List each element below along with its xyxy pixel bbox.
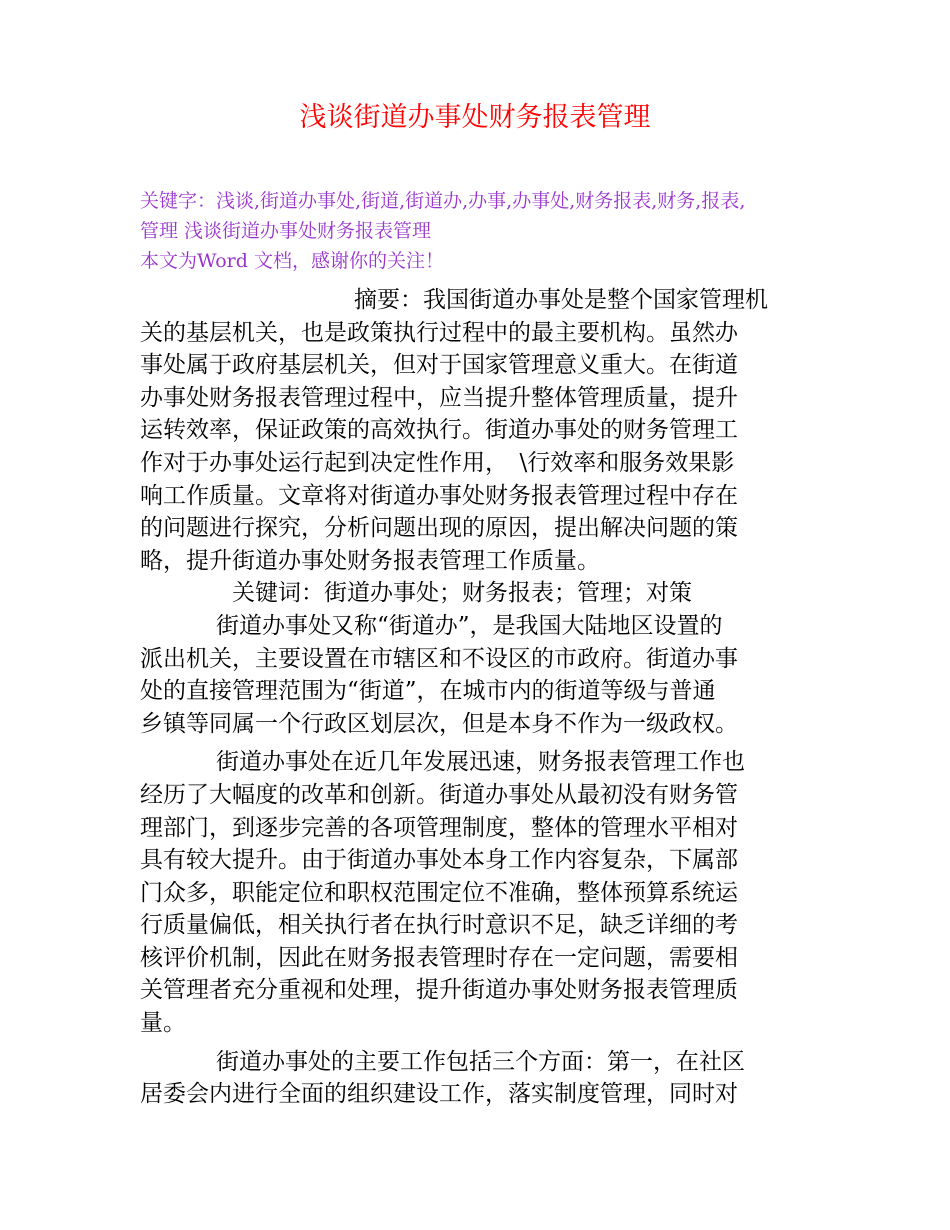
keywords-line bbox=[140, 577, 810, 610]
abstract-line: 摘要：我国街道办事处是整个国家管理机 bbox=[354, 287, 768, 313]
paragraph-line: 关管理者充分重视和处理，提升街道办事处财务报表管理质 bbox=[140, 977, 738, 1004]
paragraph-line: 乡镇等同属一个行政区划层次，但是本身不作为一级政权。 bbox=[140, 710, 738, 737]
paragraph-line: 理部门，到逐步完善的各项管理制度，整体的管理水平相对 bbox=[140, 814, 738, 841]
abstract-line: 作对于办事处运行起到决定性作用， \行效率和服务效果影 bbox=[140, 449, 735, 476]
abstract-line: 响工作质量。文章将对街道办事处财务报表管理过程中存在 bbox=[140, 482, 738, 509]
keywords-meta-line-1: 关键字：浅谈,街道办事处,街道,街道办,办事,办事处,财务报表,财务,报表, bbox=[140, 190, 746, 212]
abstract-line: 办事处财务报表管理过程中，应当提升整体管理质量，提升 bbox=[140, 384, 738, 411]
body-paragraph-1 bbox=[140, 610, 810, 740]
paragraph-line: 经历了大幅度的改革和创新。街道办事处从最初没有财务管 bbox=[140, 781, 738, 808]
abstract-line: 略，提升街道办事处财务报表管理工作质量。 bbox=[140, 547, 600, 574]
paragraph-line: 具有较大提升。由于街道办事处本身工作内容复杂，下属部 bbox=[140, 847, 738, 874]
document-body bbox=[140, 284, 810, 1117]
abstract-paragraph bbox=[140, 284, 810, 577]
paragraph-line: 处的直接管理范围为“街道”，在城市内的街道等级与普通 bbox=[140, 678, 716, 705]
paragraph-line: 街道办事处的主要工作包括三个方面：第一，在社区 bbox=[216, 1048, 745, 1075]
paragraph-line: 居委会内进行全面的组织建设工作，落实制度管理，同时对 bbox=[140, 1081, 738, 1108]
paragraph-line: 街道办事处在近几年发展迅速，财务报表管理工作也 bbox=[216, 749, 745, 776]
keywords-meta-line-2: 管理 浅谈街道办事处财务报表管理 bbox=[140, 220, 432, 242]
document-meta bbox=[140, 186, 830, 276]
paragraph-line: 行质量偏低，相关执行者在执行时意识不足，缺乏详细的考 bbox=[140, 912, 738, 939]
abstract-line: 的问题进行探究，分析问题出现的原因，提出解决问题的策 bbox=[140, 515, 738, 542]
paragraph-line: 街道办事处又称“街道办”，是我国大陆地区设置的 bbox=[216, 612, 723, 639]
body-paragraph-3 bbox=[140, 1046, 810, 1111]
paragraph-line: 派出机关，主要设置在市辖区和不设区的市政府。街道办事 bbox=[140, 645, 738, 672]
keywords-text: 关键词：街道办事处；财务报表；管理；对策 bbox=[232, 580, 692, 607]
paragraph-line: 门众多，职能定位和职权范围定位不准确，整体预算系统运 bbox=[140, 879, 738, 906]
word-document-notice: 本文为Word 文档，感谢你的关注！ bbox=[140, 250, 444, 272]
abstract-line: 事处属于政府基层机关，但对于国家管理意义重大。在街道 bbox=[140, 352, 738, 379]
abstract-line: 运转效率，保证政策的高效执行。街道办事处的财务管理工 bbox=[140, 417, 738, 444]
document-title: 浅谈街道办事处财务报表管理 bbox=[299, 102, 651, 133]
paragraph-line: 核评价机制，因此在财务报表管理时存在一定问题，需要相 bbox=[140, 944, 738, 971]
paragraph-line: 量。 bbox=[140, 1010, 186, 1037]
body-paragraph-2 bbox=[140, 746, 810, 1039]
abstract-line: 关的基层机关，也是政策执行过程中的最主要机构。虽然办 bbox=[140, 319, 738, 346]
